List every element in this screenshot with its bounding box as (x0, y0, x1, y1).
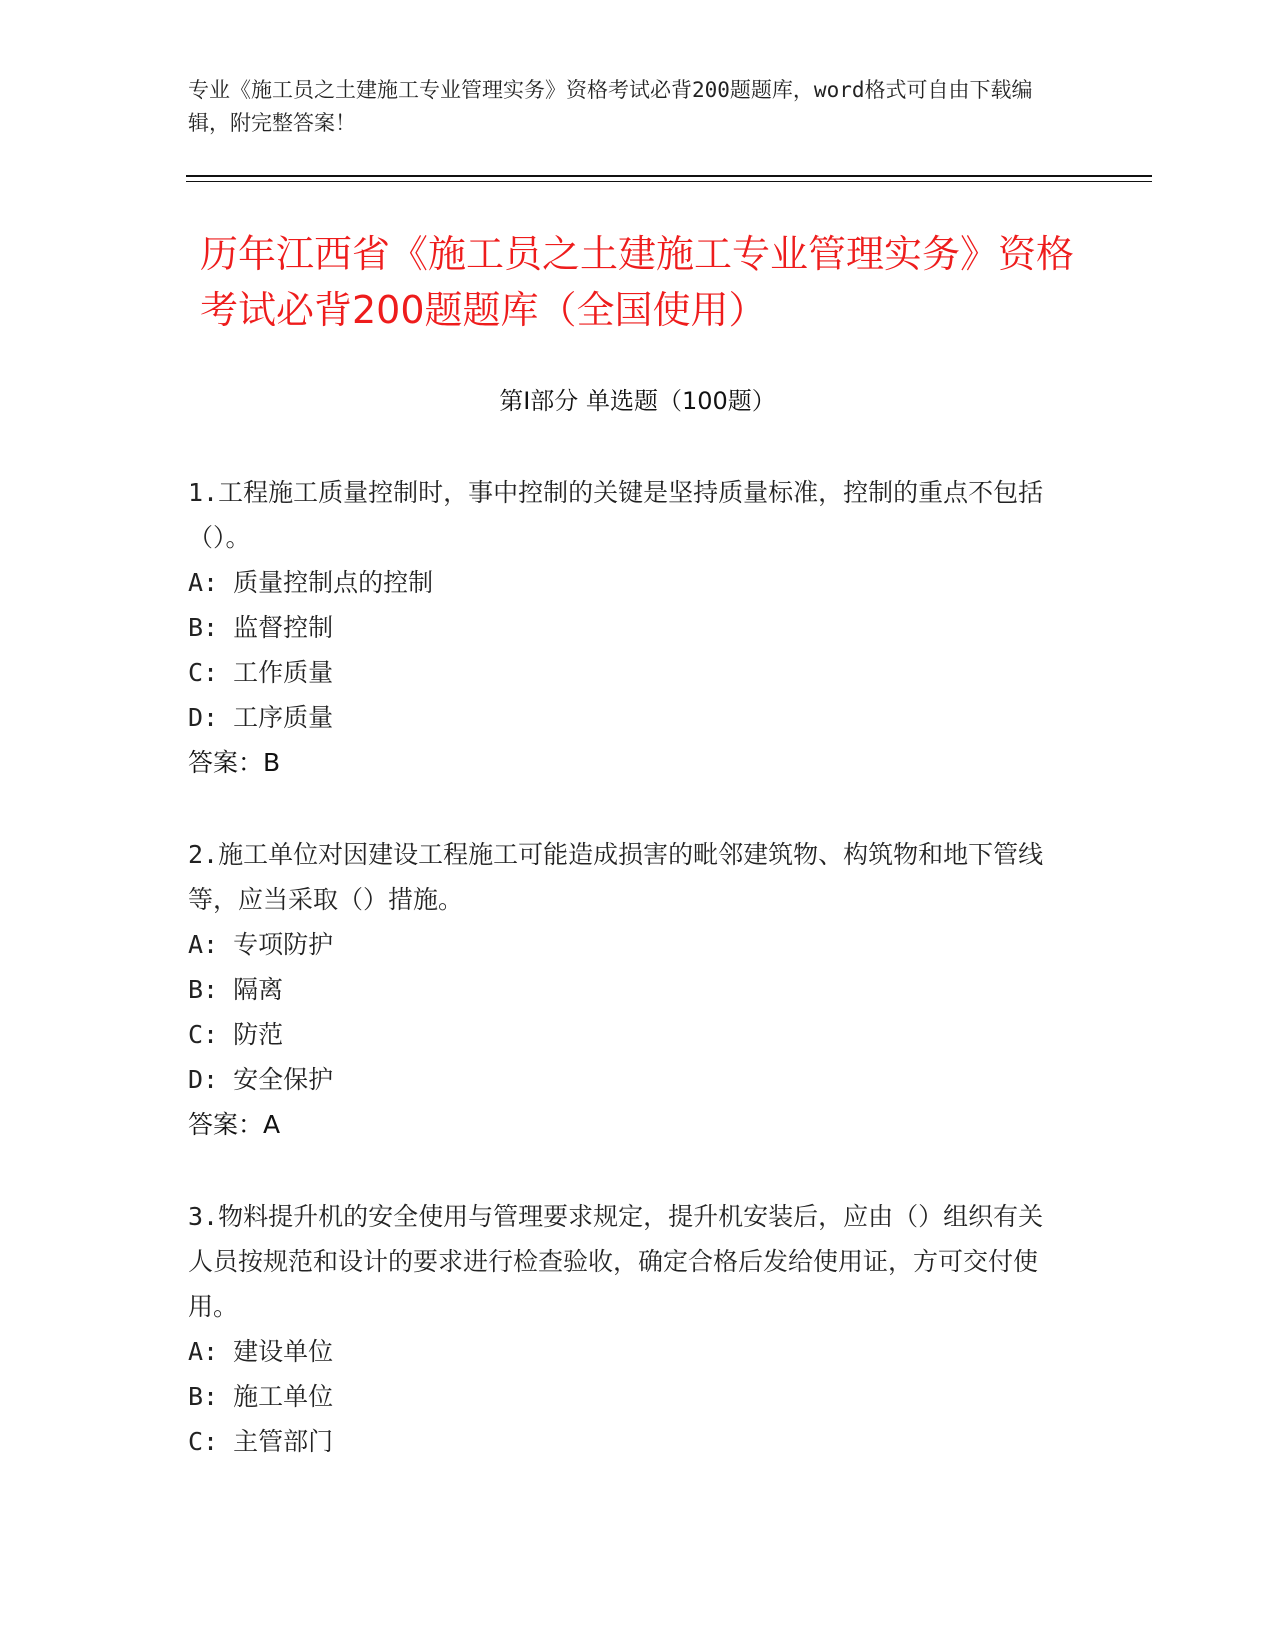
header-divider-thick (186, 175, 1152, 177)
option-a: A: 建设单位 (188, 1337, 334, 1366)
question-stem: 3.物料提升机的安全使用与管理要求规定，提升机安装后，应由（）组织有关人员按规范和设计的要求进行检查验收，确定合格后发给使用证，方可交付使用。 (188, 1202, 1044, 1321)
option-c: C: 主管部门 (188, 1427, 334, 1456)
question-stem: 2.施工单位对因建设工程施工可能造成损害的毗邻建筑物、构筑物和地下管线等，应当采取（）措施。 (188, 840, 1044, 914)
option-a: A: 质量控制点的控制 (188, 568, 434, 597)
option-c: C: 工作质量 (188, 658, 334, 687)
header-divider-thin (186, 181, 1152, 182)
header-note: 专业《施工员之土建施工专业管理实务》资格考试必背200题题库，word格式可自由下载编辑，附完整答案！ (188, 78, 1033, 135)
section-heading: 第Ⅰ部分 单选题（100题） (499, 387, 776, 415)
question-stem: 1.工程施工质量控制时，事中控制的关键是坚持质量标准，控制的重点不包括（）。 (188, 478, 1044, 552)
question-1 (188, 470, 1068, 785)
option-a: A: 专项防护 (188, 930, 334, 959)
option-b: B: 隔离 (188, 975, 284, 1004)
question-3 (188, 1194, 1068, 1464)
answer: 答案：B (188, 748, 281, 777)
option-b: B: 施工单位 (188, 1382, 334, 1411)
question-2 (188, 832, 1068, 1147)
answer: 答案：A (188, 1110, 281, 1139)
option-d: D: 安全保护 (188, 1065, 334, 1094)
option-d: D: 工序质量 (188, 703, 334, 732)
option-c: C: 防范 (188, 1020, 284, 1049)
option-b: B: 监督控制 (188, 613, 334, 642)
document-title: 历年江西省《施工员之土建施工专业管理实务》资格考试必背200题题库（全国使用） (200, 232, 1075, 332)
